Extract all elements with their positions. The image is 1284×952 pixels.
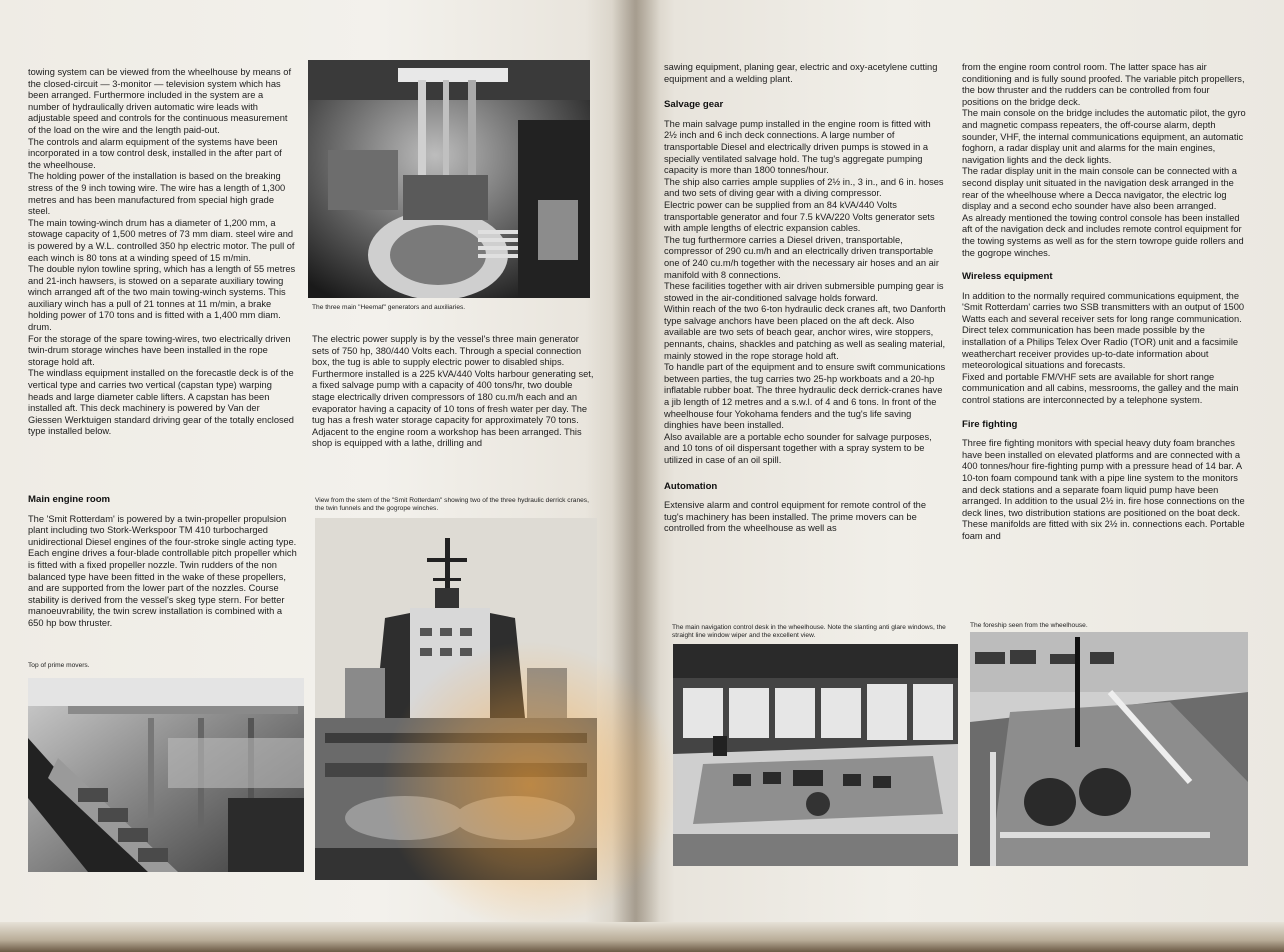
paragraph: For the storage of the spare towing-wires, two electrically driven twin-drum storage winches have been installed in the rope storage hold aft. (28, 333, 291, 367)
paragraph: The ship also carries ample supplies of 2½ in., 3 in., and 6 in. hoses and two sets of diving gear with a diving compressor. (664, 176, 944, 199)
caption-console: The main navigation control desk in the wheelhouse. Note the slanting anti glare windows, the straight line window wiper and the excellent view. (672, 624, 946, 639)
caption-generators: The three main "Heemaf" generators and auxiliaries. (312, 304, 466, 311)
paragraph: The controls and alarm equipment of the systems have been incorporated in a tow control desk, installed in the after part of the wheelhouse. (28, 136, 282, 170)
generators-image (308, 60, 590, 298)
paragraph: sawing equipment, planing gear, electric and oxy-acetylene cutting equipment and a welding plant. (664, 62, 938, 84)
paragraph: Also available are a portable echo sounder for salvage purposes, and 10 tons of oil dispersant together with a spray system to be utilized in case of an oil spill. (664, 431, 932, 465)
paragraph: In addition to the normally required communications equipment, the 'Smit Rotterdam' carries two SSB transmitters with an output of 1500 Watts each and several receiver sets for long range communication. Direct telex communication has been made possible by the installation of a Philips Telex Over Radio (TOR) unit and a facsimile weatherchart receiver provides up-to-date information about meteorological situations and forecasts. (962, 290, 1245, 371)
photo-generators (308, 60, 590, 298)
stern-view-image (315, 518, 597, 880)
automation-text (664, 500, 946, 535)
photo-foreship (970, 632, 1248, 866)
main-engine-section (28, 488, 300, 630)
paragraph: Within reach of the two 6-ton hydraulic deck cranes aft, two Danforth type salvage anchors have been placed on the aft deck. Also available are two sets of beach gear, anchor wires, wire stoppers, pennants, chains, shackles and patching as well as sealing material, mainly stowed in the rope storage hold aft. (664, 304, 946, 361)
paragraph: The tug furthermore carries a Diesel driven, transportable, compressor of 290 cu.m/h and an electrically driven transportable one of 240 cu.m/h together with the necessary air hoses and an air manifold with 8 connections. (664, 234, 939, 280)
photo-wheelhouse-console (673, 644, 958, 866)
left-col2-text (312, 334, 594, 450)
wireless-text (962, 291, 1248, 407)
salvage-text (664, 119, 946, 467)
console-image (673, 644, 958, 866)
paragraph: from the engine room control room. The latter space has air conditioning and is fully sound proofed. The variable pitch propellers, the bow thruster and the rudders can be controlled from four positions on the bridge deck. (962, 62, 1245, 107)
fire-heading: Fire fighting (962, 418, 1018, 430)
paragraph: These facilities together with air driven submersible pumping gear is stowed in the air-conditioned salvage holds forward. (664, 281, 944, 303)
paragraph: The 'Smit Rotterdam' is powered by a twin-propeller propulsion plant including two Stork-Werkspoor TM 410 turbocharged unidirectional Diesel engines of the four-stroke single acting type. Each engine drives a four-blade controllable pitch propeller which is fitted with a fixed propeller nozzle. Twin rudders of the non balanced type have been fitted in the wake of these propellers, and are supported from the lower part of the nozzles. Course stability is derived from the vessel's skeg type stern. For better manoeuvrability, the twin screw installation is combined with a 650 hp bow thruster. (28, 513, 297, 628)
paragraph: Extensive alarm and control equipment for remote control of the tug's machinery has been installed. The prime movers can be controlled from the wheelhouse as well as (664, 500, 926, 534)
paragraph: The electric power supply is by the vessel's three main generator sets of 750 hp, 380/440 Volts each. Through a special connection box, the tug is able to supply electric power to disabled ships. Furthermore installed is a 225 kVA/440 Volts harbour generating set, a fixed salvage pump with a capacity of 400 tons/hr, two double stage electrically driven compressors of 180 cu.m/h each and an evaporator having a capacity of 10 tons of fresh water per day. The tug has a fresh water storage capacity for approximately 70 tons. (312, 334, 594, 426)
right-col1-intro (664, 62, 946, 85)
paragraph: The main salvage pump installed in the engine room is fitted with 2½ inch and 6 inch deck connections. A large number of transportable Diesel and electrically driven pumps is stowed in a specially ventilated salvage hold. The tug's aggregate pumping capacity is more than 1800 tonnes/hour. (664, 118, 931, 176)
paragraph: towing system can be viewed from the wheelhouse by means of the closed-circuit — 3-monitor — television system which has been arranged. Furthermore included in the system are a number of hydraulically driven automatic wire leads with adjustable speed and controls for the continuous measurement of the load on the wire and the length paid-out. (28, 67, 292, 135)
automation-heading: Automation (664, 480, 718, 492)
paragraph: The main towing-winch drum has a diameter of 1,200 mm, a stowage capacity of 1,500 metres of 73 mm diam. steel wire and is powered by a W.L. controlled 350 hp electric motor. The pull of each winch is 80 tons at a winding speed of 15 m/min. (28, 217, 295, 263)
wireless-heading: Wireless equipment (962, 271, 1053, 283)
caption-stern-view: View from the stern of the "Smit Rotterdam" showing two of the three hydraulic derrick cranes, the twin funnels and the gogrope winches. (315, 497, 589, 512)
paragraph: The main console on the bridge includes the automatic pilot, the gyro and magnetic compass repeaters, the off-course alarm, depth sounder, VHF, the internal communications equipment, an automatic foghorn, a radar display unit and alarms for the main engines, navigation lights and the deck lights. (962, 108, 1246, 165)
salvage-heading: Salvage gear (664, 99, 724, 111)
right-col2-intro (962, 62, 1248, 259)
right-col1 (664, 62, 946, 535)
paragraph: As already mentioned the towing control console has been installed aft of the navigation deck and includes remote control equipment for the towing systems as well as for the stern towrope guide rollers and the gogrope winches. (962, 212, 1244, 258)
right-col2 (962, 62, 1248, 543)
paragraph: The double nylon towline spring, which has a length of 55 metres and 21-inch hawsers, is stowed on a separate auxiliary towing winch arranged aft of the two main towing-winch systems. This auxiliary winch has a pull of 21 tonnes at 11 m/min, a brake holding power of 170 tons and is fitted with a 1,400 mm diam. drum. (28, 264, 296, 333)
prime-movers-image (28, 678, 304, 872)
paragraph: The holding power of the installation is based on the breaking stress of the 9 inch towing wire. The wire has a length of 1,300 metres and has been manufactured from special high grade steel. (28, 171, 286, 217)
caption-prime-movers: Top of prime movers. (28, 662, 90, 669)
paragraph: Adjacent to the engine room a workshop has been arranged. This shop is equipped with a lathe, drilling and (312, 426, 582, 449)
photo-prime-movers (28, 678, 304, 872)
paragraph: To handle part of the equipment and to ensure swift communications between parties, the tug carries two 25-hp workboats and a 20-hp inflatable rubber boat. The three hydraulic deck derrick-cranes have a jib length of 12 metres and a s.w.l. of 4 and 6 tons. In front of the wheelhouse four Yokohama fenders and the tug's life saving dinghies have been installed. (664, 362, 946, 431)
paragraph: The radar display unit in the main console can be connected with a second display unit situated in the navigation desk arranged in the rear of the wheelhouse where a Decca navigator, the electric log display and a second echo sounder have also been arranged. (962, 166, 1237, 212)
left-col1-intro (28, 67, 296, 438)
photo-stern-view (315, 518, 597, 880)
paragraph: Electric power can be supplied from an 84 kVA/440 Volts transportable generator and four 7.5 kVA/220 Volts generator sets with ample lengths of electric expansion cables. (664, 199, 935, 234)
paragraph: Fixed and portable FM/VHF sets are available for short range communication and all cabins, messrooms, the galley and the main control stations are interconnected by a telephone system. (962, 371, 1239, 406)
paragraph: The windlass equipment installed on the forecastle deck is of the vertical type and carries two vertical (capstan type) warping heads and large diameter cable lifters. A capstan has been installed aft. This deck machinery is powered by Van der Giessen Werktuigen standard driving gear of the totally enclosed type installed below. (28, 368, 294, 437)
left-page (0, 0, 636, 952)
foreship-image (970, 632, 1248, 866)
paragraph: Three fire fighting monitors with special heavy duty foam branches have been installed on elevated platforms and are connected with a 400 tonnes/hour fire-fighting pump with a pressure head of 14 bar. A 10-ton foam compound tank with a pipe line system to the monitors and deck stations and a separate foam liquid pump have been arranged. In addition to the usual 2½ in. fire hose connections on the deck lines, two distribution stations are positioned on the boat deck. These manifolds are fitted with six 2½ in. connections each. Portable foam and (962, 438, 1245, 541)
caption-foreship: The foreship seen from the wheelhouse. (970, 622, 1088, 629)
main-engine-text (28, 514, 300, 630)
page-bottom-edge (0, 922, 1284, 952)
main-engine-heading: Main engine room (28, 494, 111, 505)
fire-text (962, 438, 1248, 542)
right-page (636, 0, 1284, 952)
